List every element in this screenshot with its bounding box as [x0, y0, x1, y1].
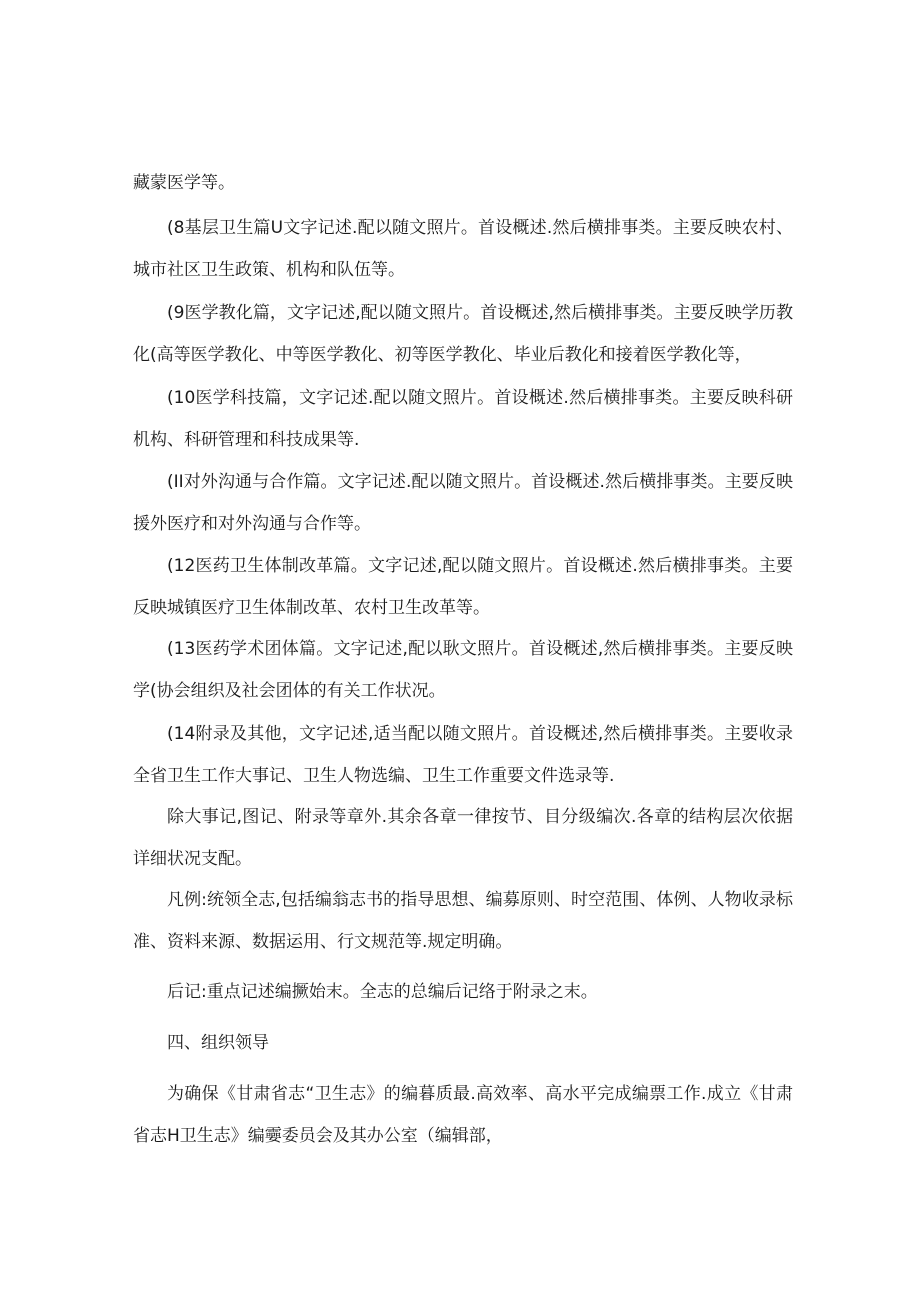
paragraph-medical-technology: (10医学科技篇，文字记述.配以随文照片。首设概述.然后横排事类。主要反映科研机构、科研管理和科技成果等.: [133, 388, 793, 450]
paragraph-organization: 为确保《甘肃省志“卫生志》的编暮质最.高效率、高水平完成编票工作.成立《甘肃省志H卫生志》编孁委员会及其办公室（编辑部，: [133, 1084, 793, 1146]
paragraph-chapter-structure: 除大事记,图记、附录等章外.其余各章一律按节、目分级编次.各章的结构层次依据详细状况支配。: [133, 807, 793, 869]
paragraph-basic-health: (8基层卫生篇U文字记述.配以随文照片。首设概述.然后横排事类。主要反映农村、城市社区卫生政策、机构和队伍等。: [133, 218, 793, 280]
paragraph-health-reform: (12医药卫生体制改革篇。文字记述,配以随文照片。首设概述.然后横排事类。主要反映城镇医疗卫生体制改革、农村卫生改革等。: [133, 556, 793, 618]
paragraph-guidelines: 凡例:统领全志,包括编翁志书的指导思想、编募原则、时空范围、体例、人物收录标准、资料来源、数据运用、行文规范等.规定明确。: [133, 890, 793, 952]
paragraph-foreign-cooperation: (II对外沟通与合作篇。文字记述.配以随文照片。首设概述.然后横排事类。主要反映援外医疗和对外沟通与合作等。: [133, 472, 793, 534]
paragraph-appendix: (14附录及其他，文字记述,适当配以随文照片。首设概述,然后横排事类。主要收录全省卫生工作大事记、卫生人物选编、卫生工作重要文件选录等.: [133, 724, 793, 786]
paragraph-postscript: 后记:重点记述编撅始末。全志的总编后记络于附录之末。: [167, 982, 598, 1002]
paragraph-continuation: 藏蒙医学等。: [133, 173, 235, 193]
paragraph-academic-groups: (13医药学术团体篇。文字记述,配以耿文照片。首设概述,然后横排事类。主要反映学(协会组织及社会团体的有关工作状况。: [133, 639, 793, 701]
paragraph-medical-education: (9医学教化篇，文字记述,配以随文照片。首设概述,然后横排事类。主要反映学历教化(高等医学教化、中等医学教化、初等医学教化、毕业后教化和接着医学教化等，: [133, 303, 793, 365]
section-heading: 四、组织领导: [167, 1033, 269, 1053]
